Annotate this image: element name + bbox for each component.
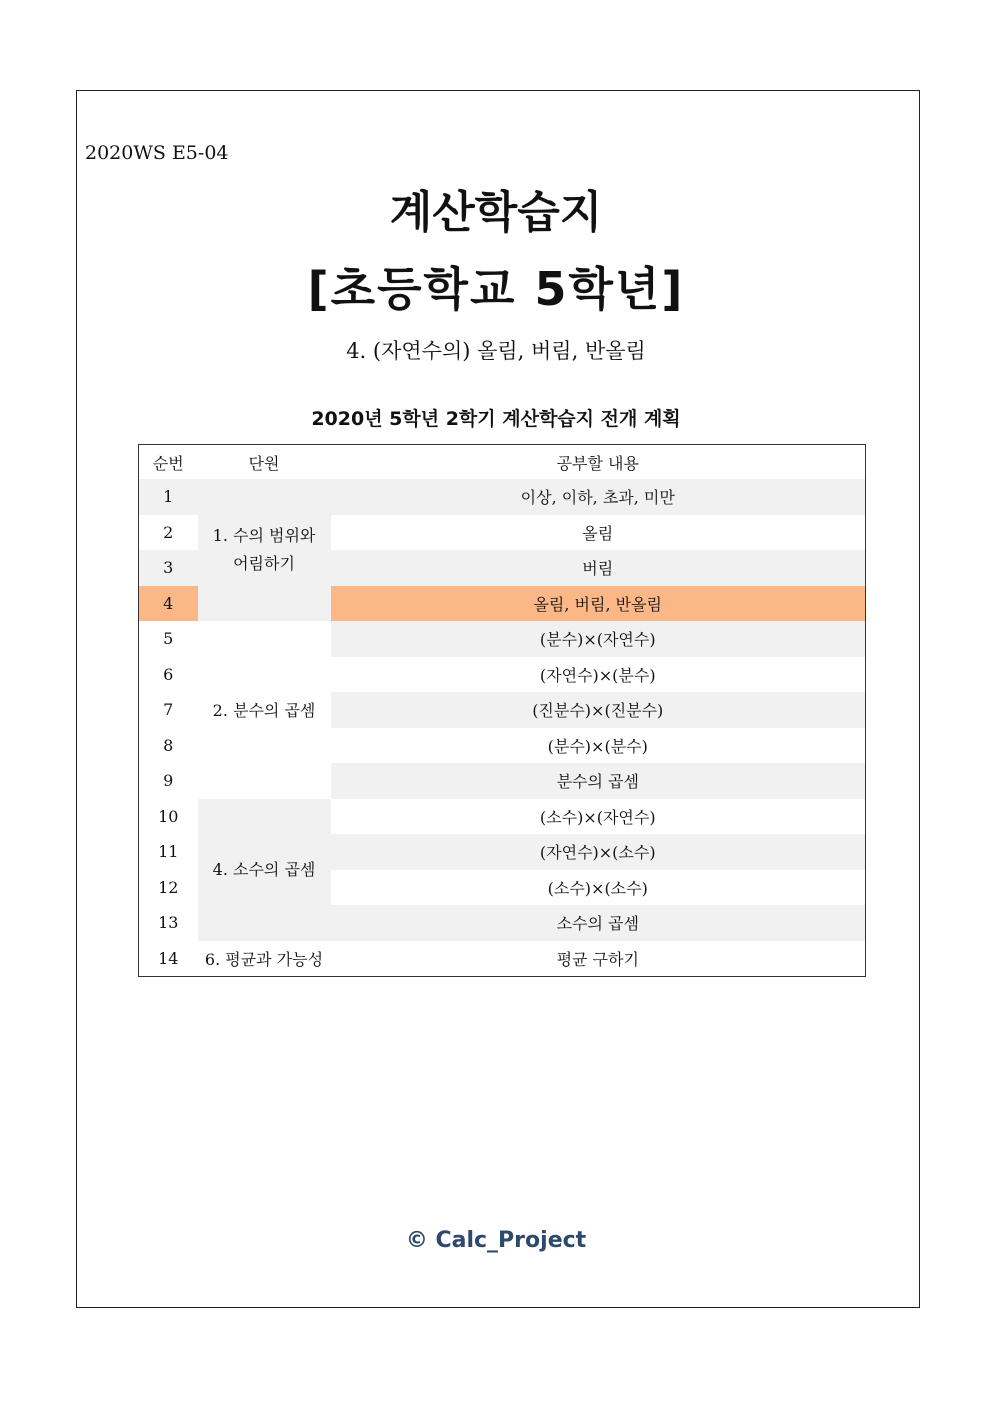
row-content: 평균 구하기 [556, 949, 639, 969]
row-content: (자연수)×(분수) [539, 665, 656, 685]
row-content: (진분수)×(진분수) [331, 692, 866, 728]
table-header-row [139, 445, 866, 480]
row-content: 올림 [582, 523, 614, 543]
row-number: 4 [139, 586, 198, 622]
row-content: (자연수)×(소수) [331, 834, 866, 870]
row-number: 1 [139, 479, 198, 515]
lesson-title: 4. (자연수의) 올림, 버림, 반올림 [346, 339, 646, 363]
header-number: 순번 [139, 445, 198, 480]
grade-subtitle: [초등학교 5학년] [307, 262, 685, 316]
row-number: 3 [139, 550, 198, 586]
row-content: 소수의 곱셈 [331, 905, 866, 941]
table-row [139, 941, 866, 977]
worksheet-title: 계산학습지 [389, 187, 603, 238]
plan-table [138, 444, 866, 977]
unit-label: 1. 수의 범위와 어림하기 [212, 526, 316, 573]
header-content: 공부할 내용 [331, 445, 866, 480]
row-number: 9 [163, 771, 174, 791]
row-number: 6 [163, 664, 174, 684]
row-content: (분수)×(자연수) [331, 621, 866, 657]
row-number: 13 [158, 913, 179, 933]
copyright-footer: © Calc_Project [405, 1228, 587, 1253]
row-number: 7 [163, 700, 174, 720]
table-row [139, 621, 866, 657]
row-content: (소수)×(자연수) [539, 807, 656, 827]
row-content: (분수)×(분수) [547, 736, 648, 756]
row-number: 10 [158, 806, 179, 826]
row-number: 2 [163, 522, 174, 542]
unit-cell: 2. 분수의 곱셈 [198, 621, 331, 799]
header-unit: 단원 [198, 445, 331, 480]
table-row [139, 479, 866, 515]
row-content: 이상, 이하, 초과, 미만 [331, 479, 866, 515]
unit-cell: 6. 평균과 가능성 [204, 949, 324, 969]
row-number: 11 [158, 842, 179, 862]
row-number: 8 [163, 735, 174, 755]
row-content: (소수)×(소수) [547, 878, 648, 898]
row-content: 올림, 버림, 반올림 [331, 586, 866, 622]
row-number: 14 [158, 948, 179, 968]
row-content: 버림 [331, 550, 866, 586]
table-row [139, 799, 866, 835]
document-code: 2020WS E5-04 [85, 142, 229, 164]
unit-cell [198, 479, 331, 621]
row-number: 5 [163, 629, 174, 649]
row-content: 분수의 곱셈 [331, 763, 866, 799]
plan-title: 2020년 5학년 2학기 계산학습지 전개 계획 [311, 408, 681, 430]
row-number: 12 [158, 877, 179, 897]
unit-cell: 4. 소수의 곱셈 [198, 799, 331, 941]
